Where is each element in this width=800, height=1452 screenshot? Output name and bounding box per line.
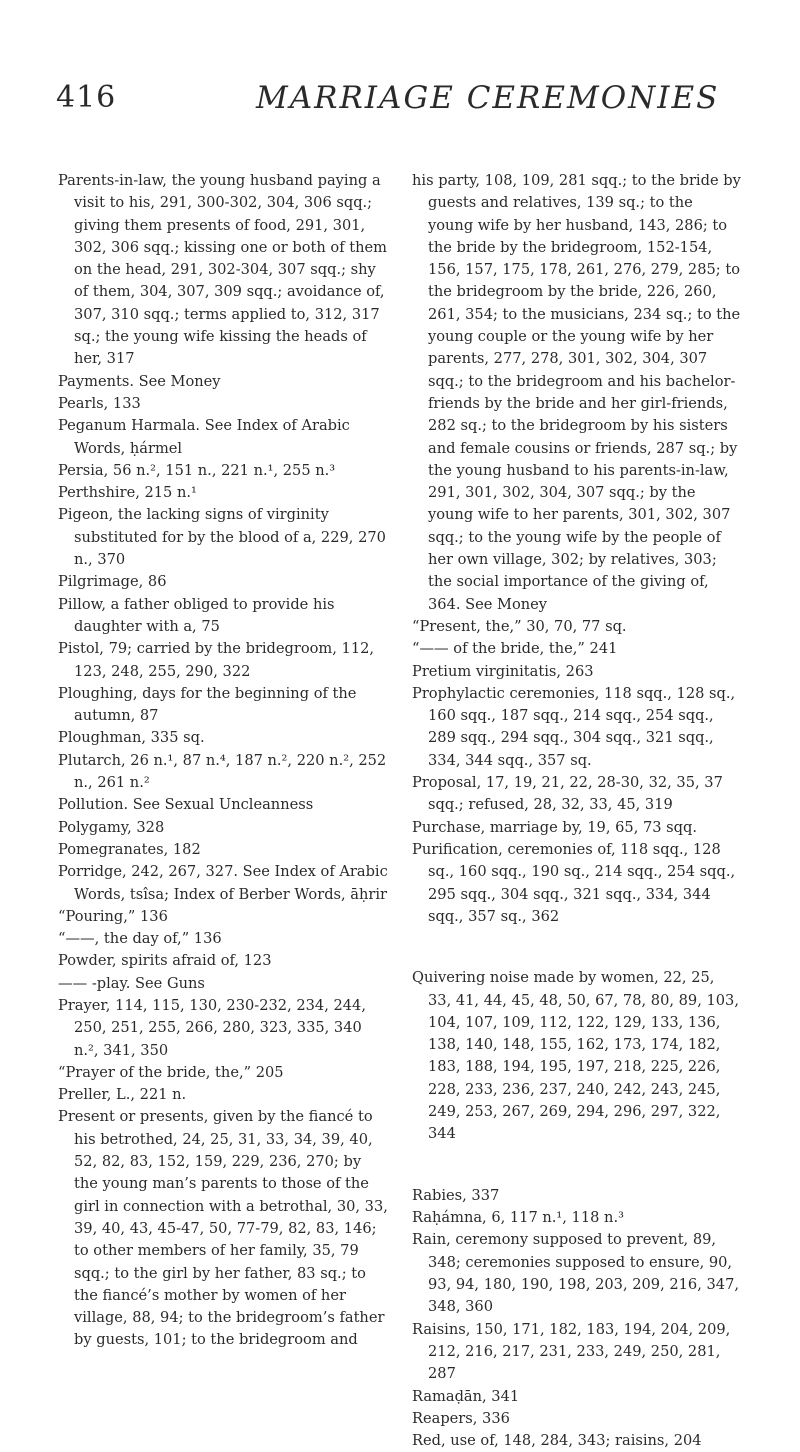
index-entry: his party, 108, 109, 281 sqq.; to the bride by guests and relatives, 139 sq.; to the young wife by her husband, 143, 286; to the bride by the bridegroom, 152-154, 156, 157, 175, 178, 261, 276, 279, 285; to the bridegroom by the bride, 226, 260, 261, 354; to the musicians, 234 sq.; to the young couple or the young wife by her parents, 277, 278, 301, 302, 304, 307 sqq.; to the bridegroom and his bachelor-friends by the bride and her girl-friends, 282 sq.; to the bridegroom by his sisters and female cousins or friends, 287 sq.; by the young husband to his parents-in-law, 291, 301, 302, 304, 307 sqq.; by the young wife to her parents, 301, 302, 307 sqq.; to the young wife by the people of her own village, 302; by relatives, 303; the social importance of the giving of, 364. See Money [412,172,741,613]
index-entry: Ploughman, 335 sq. [58,729,205,747]
index-entry: Pilgrimage, 86 [58,573,167,591]
index-entry: Porridge, 242, 267, 327. See Index of Arabic Words, tsîsa; Index of Berber Words, āḥrir [58,863,388,903]
index-entry: Pretium virginitatis, 263 [412,662,594,680]
section-gap [412,943,742,953]
index-entry: Pollution. See Sexual Uncleanness [58,796,314,814]
index-entry: Rain, ceremony supposed to prevent, 89, 348; ceremonies supposed to ensure, 90, 93, 94, 180, 190, 198, 203, 209, 216, 347, 348, 360 [412,1231,739,1316]
index-entry: Prophylactic ceremonies, 118 sqq., 128 sq., 160 sqq., 187 sqq., 214 sqq., 254 sqq., 289 sqq., 294 sqq., 304 sqq., 321 sqq., 334, 344 sqq., 357 sq. [412,684,736,769]
index-entry: “Prayer of the bride, the,” 205 [58,1063,284,1081]
index-entry: Powder, spirits afraid of, 123 [58,952,272,970]
index-entry: Peganum Harmala. See Index of Arabic Words, ḥármel [58,417,350,457]
index-entry: Pillow, a father obliged to provide his daughter with a, 75 [58,595,335,635]
index-entry: Red, use of, 148, 284, 343; raisins, 204 [412,1432,702,1450]
index-entry: “Pouring,” 136 [58,907,168,925]
index-entry: Present or presents, given by the fiancé to his betrothed, 24, 25, 31, 33, 34, 39, 40, 52, 82, 83, 152, 159, 229, 236, 270; by the young man’s parents to those of the girl in connection with a betrothal, 30, 33, 39, 40, 43, 45-47, 50, 77-79, 82, 83, 146; to other members of her family, 35, 79 sqq.; to the girl by her father, 83 sq.; to the fiancé’s mother by women of her village, 88, 94; to the bridegroom’s father by guests, 101; to the bridegroom and [58,1108,388,1349]
page-number: 416 [56,80,117,115]
index-entry: Ramaḍān, 341 [412,1387,520,1405]
index-entry: “—— of the bride, the,” 241 [412,640,618,658]
index-entry: Perthshire, 215 n.¹ [58,484,197,502]
running-title: MARRIAGE CEREMONIES [256,80,720,116]
index-entry: Preller, L., 221 n. [58,1086,187,1104]
index-entry: Pistol, 79; carried by the bridegroom, 112, 123, 248, 255, 290, 322 [58,640,375,680]
index-entry: —— -play. See Guns [58,974,205,992]
index-entry: Parents-in-law, the young husband paying a visit to his, 291, 300-302, 304, 306 sqq.; giving them presents of food, 291, 301, 302, 306 sqq.; kissing one or both of them on the head, 291, 302-304, 307 sqq.; shy of them, 304, 307, 309 sqq.; avoidance of, 307, 310 sqq.; terms applied to, 312, 317 sq.; the young wife kissing the heads of her, 317 [58,172,387,368]
index-entry: Quivering noise made by women, 22, 25, 33, 41, 44, 45, 48, 50, 67, 78, 80, 89, 103, 104, 107, 109, 112, 122, 129, 133, 136, 138, 140, 148, 155, 162, 173, 174, 182, 183, 188, 194, 195, 197, 218, 225, 226, 228, 233, 236, 237, 240, 242, 243, 245, 249, 253, 267, 269, 294, 296, 297, 322, 344 [412,969,739,1143]
index-entry: Payments. See Money [58,372,221,390]
index-entry: Purification, ceremonies of, 118 sqq., 128 sq., 160 sqq., 190 sq., 214 sqq., 254 sqq., 295 sqq., 304 sqq., 321 sqq., 334, 344 sqq., 357 sq., 362 [412,840,736,925]
index-entry: Rabies, 337 [412,1186,500,1204]
index-entry: Polygamy, 328 [58,818,165,836]
index-entry: Raḥámna, 6, 117 n.¹, 118 n.³ [412,1209,624,1227]
index-entry: “——, the day of,” 136 [58,930,222,948]
index-entry: Pigeon, the lacking signs of virginity substituted for by the blood of a, 229, 270 n., 370 [58,506,386,569]
section-gap [412,1160,742,1170]
index-entry: Purchase, marriage by, 19, 65, 73 sqq. [412,818,697,836]
index-entry: Plutarch, 26 n.¹, 87 n.⁴, 187 n.², 220 n.², 252 n., 261 n.² [58,751,387,792]
index-column-right [412,170,742,1452]
index-entry: Ploughing, days for the beginning of the autumn, 87 [58,684,357,725]
index-entry: Persia, 56 n.², 151 n., 221 n.¹, 255 n.³ [58,461,336,479]
index-entry: Pearls, 133 [58,394,141,412]
page-header [56,80,756,130]
index-entry: Proposal, 17, 19, 21, 22, 28-30, 32, 35, 37 sqq.; refused, 28, 32, 33, 45, 319 [412,774,723,814]
index-entry: Pomegranates, 182 [58,840,201,858]
index-entry: Reapers, 336 [412,1409,510,1427]
index-entry: Prayer, 114, 115, 130, 230-232, 234, 244, 250, 251, 255, 266, 280, 323, 335, 340 n.², 341, 350 [58,996,366,1059]
index-column-left [58,170,388,1352]
index-entry: “Present, the,” 30, 70, 77 sq. [412,617,627,635]
index-entry: Raisins, 150, 171, 182, 183, 194, 204, 209, 212, 216, 217, 231, 233, 249, 250, 281, 287 [412,1320,731,1383]
